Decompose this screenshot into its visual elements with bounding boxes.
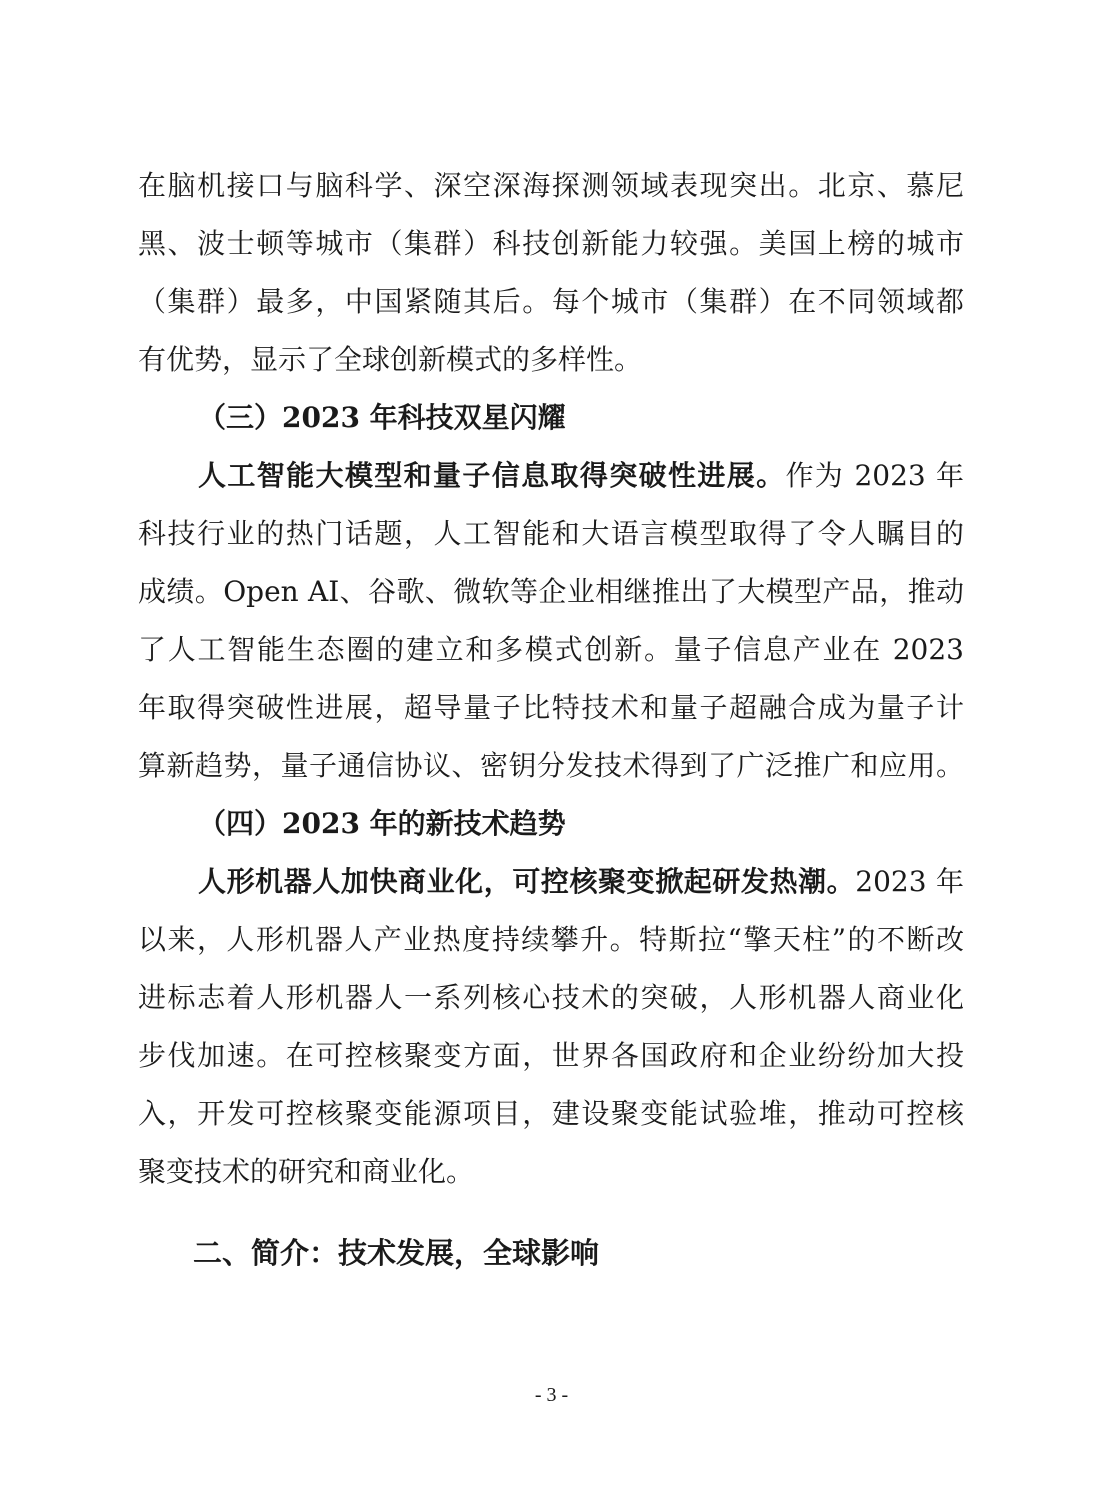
paragraph-line: 算新趋势，量子通信协议、密钥分发技术得到了广泛推广和应用。: [138, 749, 964, 782]
paragraph-line: 有优势，显示了全球创新模式的多样性。: [138, 343, 643, 376]
paragraph-line: 了人工智能生态圈的建立和多模式创新。量子信息产业在 2023: [138, 633, 964, 666]
paragraph-line: 入，开发可控核聚变能源项目，建设聚变能试验堆，推动可控核: [138, 1097, 964, 1130]
section-heading: 二、简介：技术发展，全球影响: [193, 1236, 600, 1270]
paragraph-line: 黑、波士顿等城市（集群）科技创新能力较强。美国上榜的城市: [138, 227, 964, 260]
paragraph-line: 以来，人形机器人产业热度持续攀升。特斯拉“擎天柱”的不断改: [138, 923, 964, 956]
paragraph-text: 2023 年: [855, 865, 964, 898]
paragraph-line: 年取得突破性进展，超导量子比特技术和量子超融合成为量子计: [138, 691, 964, 724]
lead-sentence: 人形机器人加快商业化，可控核聚变掀起研发热潮。: [198, 865, 856, 898]
paragraph-line: 进标志着人形机器人一系列核心技术的突破，人形机器人商业化: [138, 981, 964, 1014]
subsection-heading-3: （三）2023 年科技双星闪耀: [198, 401, 566, 434]
paragraph-line: 成绩。Open AI、谷歌、微软等企业相继推出了大模型产品，推动: [138, 575, 964, 608]
paragraph-first-line: [198, 447, 964, 505]
paragraph-line: （集群）最多，中国紧随其后。每个城市（集群）在不同领域都: [138, 285, 964, 318]
page-number: - 3 -: [534, 1384, 569, 1406]
paragraph-text: 作为 2023 年: [785, 459, 964, 492]
paragraph-line: 聚变技术的研究和商业化。: [138, 1155, 475, 1188]
paragraph-line: 科技行业的热门话题，人工智能和大语言模型取得了令人瞩目的: [138, 517, 964, 550]
paragraph-first-line: [198, 853, 964, 911]
paragraph-line: 在脑机接口与脑科学、深空深海探测领域表现突出。北京、慕尼: [138, 169, 964, 202]
lead-sentence: 人工智能大模型和量子信息取得突破性进展。: [198, 459, 786, 492]
paragraph-line: 步伐加速。在可控核聚变方面，世界各国政府和企业纷纷加大投: [138, 1039, 964, 1072]
subsection-heading-4: （四）2023 年的新技术趋势: [198, 807, 566, 840]
